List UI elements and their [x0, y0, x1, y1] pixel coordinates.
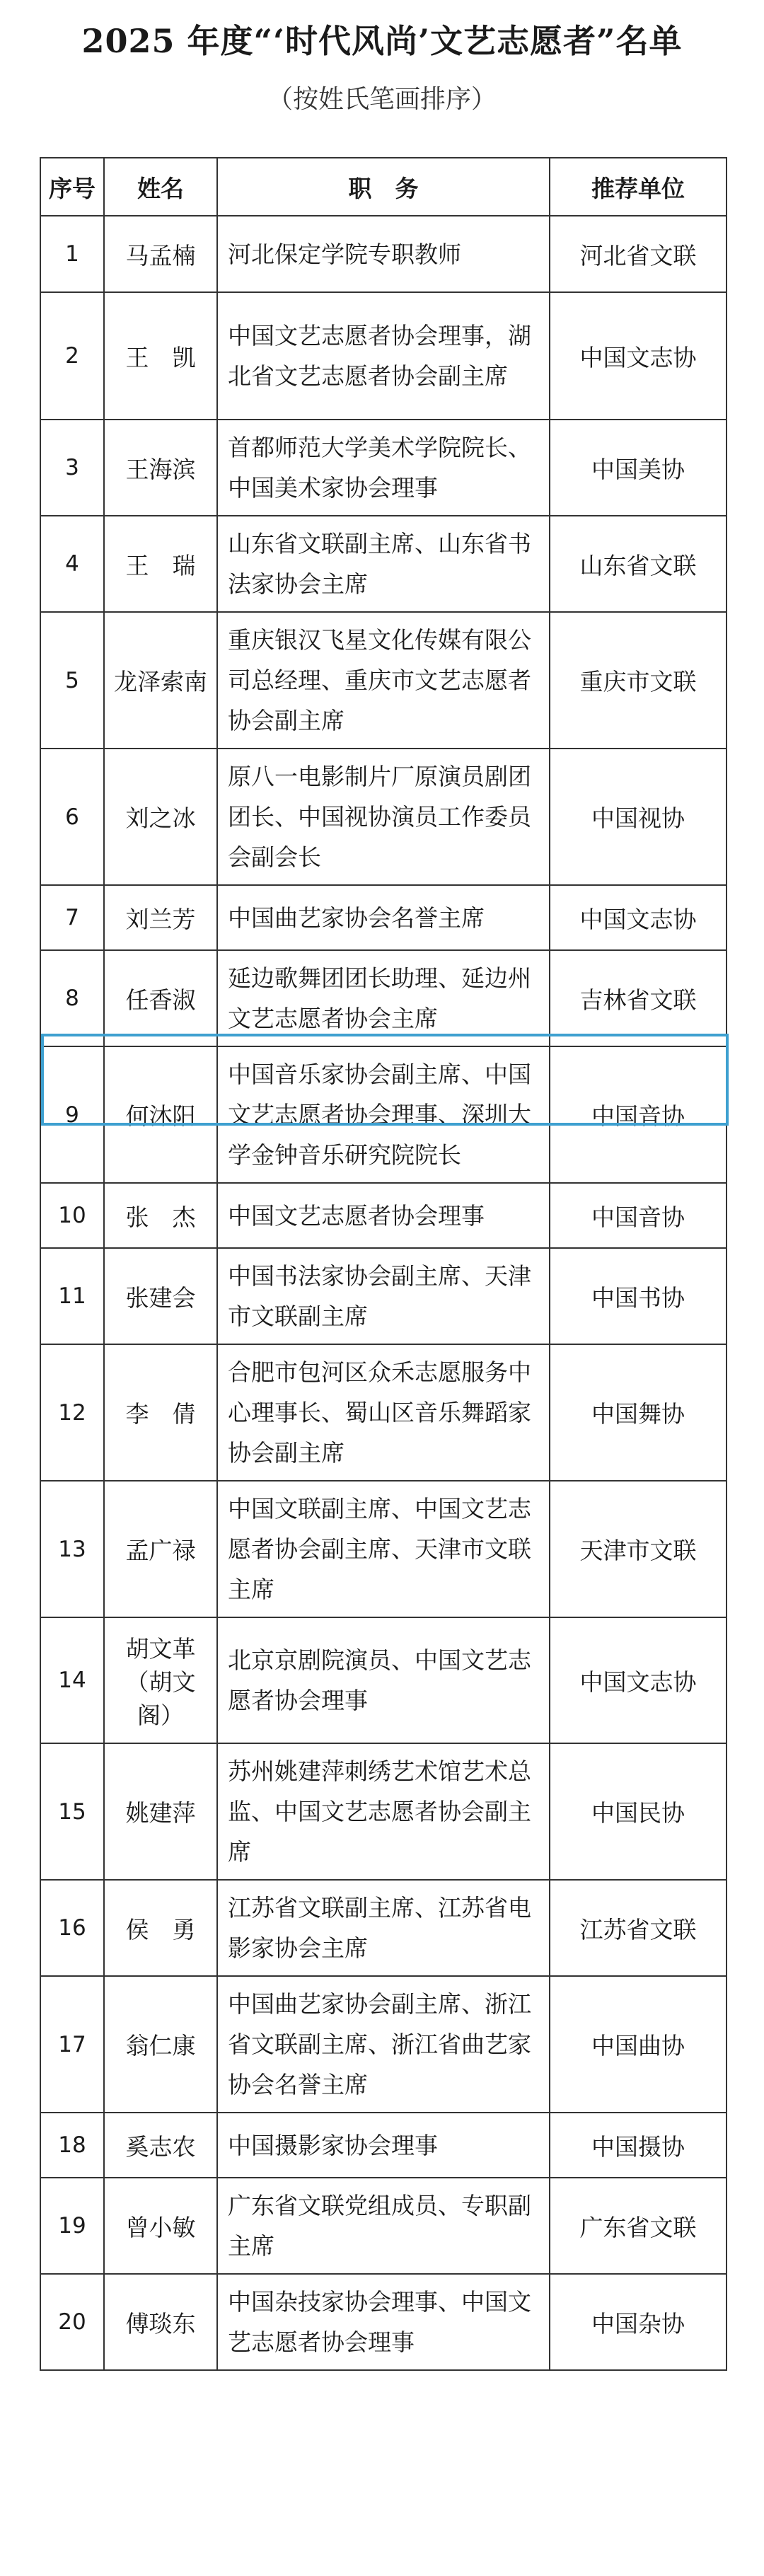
row-index: 13	[40, 1481, 104, 1617]
row-name: 侯 勇	[104, 1880, 217, 1976]
row-duty: 中国书法家协会副主席、天津市文联副主席	[217, 1248, 550, 1344]
row-unit: 江苏省文联	[550, 1880, 727, 1976]
row-duty: 江苏省文联副主席、江苏省电影家协会主席	[217, 1880, 550, 1976]
row-index: 2	[40, 292, 104, 420]
row-name: 王海滨	[104, 420, 217, 516]
row-index: 7	[40, 885, 104, 950]
row-index: 8	[40, 950, 104, 1046]
row-index: 18	[40, 2113, 104, 2178]
header-index: 序号	[40, 158, 104, 216]
row-name: 龙泽索南	[104, 612, 217, 749]
table-row	[40, 2178, 727, 2274]
row-index: 4	[40, 516, 104, 612]
row-duty: 中国文联副主席、中国文艺志愿者协会副主席、天津市文联主席	[217, 1481, 550, 1617]
header-duty: 职 务	[217, 158, 550, 216]
row-unit: 中国音协	[550, 1183, 727, 1248]
row-index: 6	[40, 749, 104, 885]
row-unit: 河北省文联	[550, 216, 727, 292]
row-unit: 中国书协	[550, 1248, 727, 1344]
row-index: 9	[40, 1046, 104, 1183]
row-name: 任香淑	[104, 950, 217, 1046]
row-unit: 中国文志协	[550, 1617, 727, 1743]
row-name: 张 杰	[104, 1183, 217, 1248]
row-unit: 中国摄协	[550, 2113, 727, 2178]
row-index: 17	[40, 1976, 104, 2113]
row-name: 刘之冰	[104, 749, 217, 885]
row-duty: 中国杂技家协会理事、中国文艺志愿者协会理事	[217, 2274, 550, 2370]
table-row	[40, 1617, 727, 1743]
row-name: 姚建萍	[104, 1743, 217, 1880]
row-duty: 北京京剧院演员、中国文艺志愿者协会理事	[217, 1617, 550, 1743]
row-duty: 延边歌舞团团长助理、延边州文艺志愿者协会主席	[217, 950, 550, 1046]
row-duty: 合肥市包河区众禾志愿服务中心理事长、蜀山区音乐舞蹈家协会副主席	[217, 1344, 550, 1481]
row-unit: 重庆市文联	[550, 612, 727, 749]
row-unit: 中国杂协	[550, 2274, 727, 2370]
row-name: 胡文革（胡文阁）	[104, 1617, 217, 1743]
row-name: 孟广禄	[104, 1481, 217, 1617]
row-name: 王 凯	[104, 292, 217, 420]
row-duty: 原八一电影制片厂原演员剧团团长、中国视协演员工作委员会副会长	[217, 749, 550, 885]
row-index: 16	[40, 1880, 104, 1976]
row-unit: 中国民协	[550, 1743, 727, 1880]
row-duty: 中国曲艺家协会名誉主席	[217, 885, 550, 950]
row-duty: 广东省文联党组成员、专职副主席	[217, 2178, 550, 2274]
row-name: 奚志农	[104, 2113, 217, 2178]
row-duty: 中国文艺志愿者协会理事	[217, 1183, 550, 1248]
table-row	[40, 2113, 727, 2178]
table-row	[40, 1248, 727, 1344]
row-unit: 天津市文联	[550, 1481, 727, 1617]
row-index: 20	[40, 2274, 104, 2370]
row-duty: 首都师范大学美术学院院长、中国美术家协会理事	[217, 420, 550, 516]
row-unit: 中国音协	[550, 1046, 727, 1183]
table-row	[40, 885, 727, 950]
header-name: 姓名	[104, 158, 217, 216]
row-index: 5	[40, 612, 104, 749]
row-index: 11	[40, 1248, 104, 1344]
row-unit: 山东省文联	[550, 516, 727, 612]
page-title: 2025 年度“‘时代风尚’文艺志愿者”名单	[81, 22, 683, 60]
row-index: 3	[40, 420, 104, 516]
table-header-row	[40, 158, 727, 216]
row-index: 12	[40, 1344, 104, 1481]
table-row	[40, 1183, 727, 1248]
header-unit: 推荐单位	[550, 158, 727, 216]
table-row	[40, 292, 727, 420]
table-row	[40, 1481, 727, 1617]
row-name: 曾小敏	[104, 2178, 217, 2274]
row-duty: 中国文艺志愿者协会理事，湖北省文艺志愿者协会副主席	[217, 292, 550, 420]
row-index: 1	[40, 216, 104, 292]
row-duty: 苏州姚建萍刺绣艺术馆艺术总监、中国文艺志愿者协会副主席	[217, 1743, 550, 1880]
row-name: 何沐阳	[104, 1046, 217, 1183]
row-duty: 中国音乐家协会副主席、中国文艺志愿者协会理事、深圳大学金钟音乐研究院院长	[217, 1046, 550, 1183]
row-index: 10	[40, 1183, 104, 1248]
table-row	[40, 749, 727, 885]
row-name: 马孟楠	[104, 216, 217, 292]
row-unit: 中国曲协	[550, 1976, 727, 2113]
row-index: 14	[40, 1617, 104, 1743]
sort-note: （按姓氏笔画排序）	[267, 85, 497, 114]
volunteer-table	[40, 157, 727, 2371]
row-unit: 吉林省文联	[550, 950, 727, 1046]
table-row	[40, 2274, 727, 2370]
table-row	[40, 420, 727, 516]
row-unit: 中国文志协	[550, 885, 727, 950]
row-unit: 中国文志协	[550, 292, 727, 420]
row-name: 李 倩	[104, 1344, 217, 1481]
row-unit: 中国美协	[550, 420, 727, 516]
table-row	[40, 516, 727, 612]
row-name: 张建会	[104, 1248, 217, 1344]
row-duty: 重庆银汉飞星文化传媒有限公司总经理、重庆市文艺志愿者协会副主席	[217, 612, 550, 749]
row-index: 19	[40, 2178, 104, 2274]
table-row	[40, 216, 727, 292]
row-name: 王 瑞	[104, 516, 217, 612]
row-index: 15	[40, 1743, 104, 1880]
row-duty: 中国曲艺家协会副主席、浙江省文联副主席、浙江省曲艺家协会名誉主席	[217, 1976, 550, 2113]
table-row	[40, 612, 727, 749]
table-row	[40, 1880, 727, 1976]
table-row	[40, 1743, 727, 1880]
row-unit: 广东省文联	[550, 2178, 727, 2274]
row-duty: 中国摄影家协会理事	[217, 2113, 550, 2178]
table-row	[40, 1344, 727, 1481]
row-duty: 河北保定学院专职教师	[217, 216, 550, 292]
table-row	[40, 950, 727, 1046]
row-name: 刘兰芳	[104, 885, 217, 950]
row-name: 翁仁康	[104, 1976, 217, 2113]
row-name: 傅琰东	[104, 2274, 217, 2370]
table-row	[40, 1976, 727, 2113]
table-row	[40, 1046, 727, 1183]
row-unit: 中国舞协	[550, 1344, 727, 1481]
row-unit: 中国视协	[550, 749, 727, 885]
row-duty: 山东省文联副主席、山东省书法家协会主席	[217, 516, 550, 612]
